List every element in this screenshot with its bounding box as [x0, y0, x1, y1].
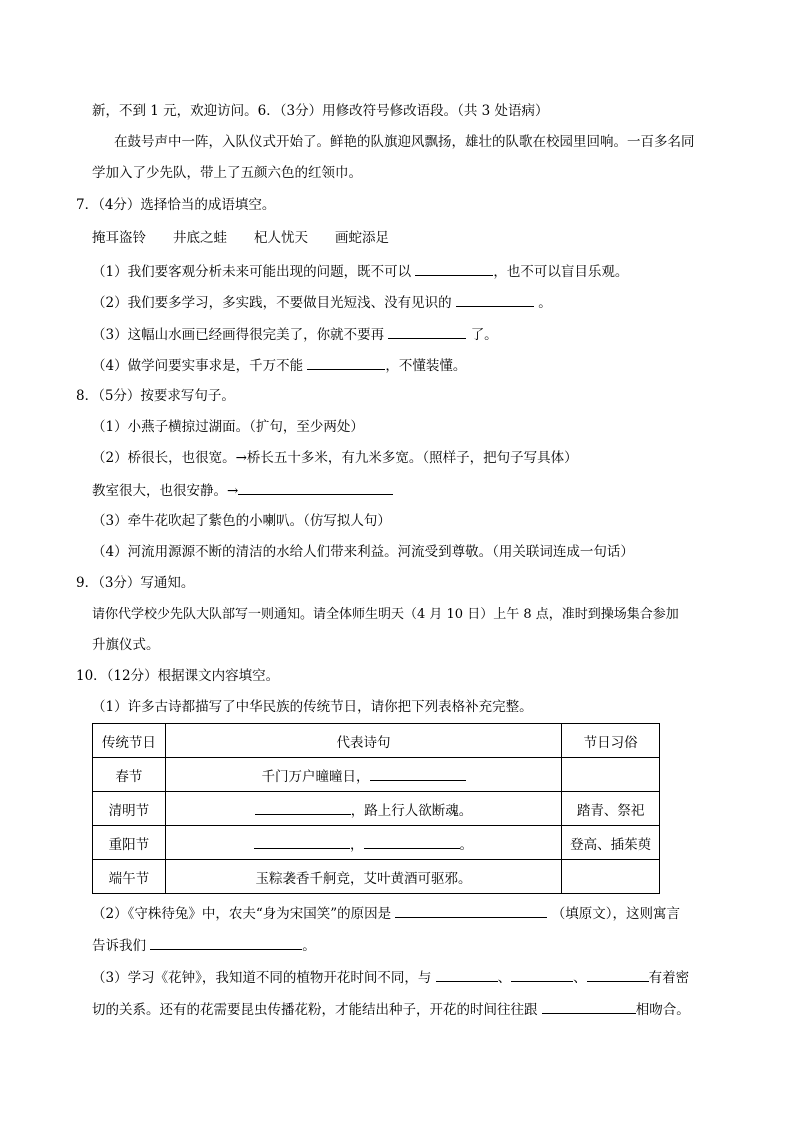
- custom-cell: 踏青、祭祀: [562, 792, 660, 826]
- poem-cell: [165, 792, 561, 826]
- q7-item2: [92, 292, 552, 313]
- q8-heading: 8．（5分）按要求写句子。: [76, 388, 235, 404]
- q7-heading: 7．（4分）选择恰当的成语填空。: [76, 197, 276, 213]
- answer-blank[interactable]: [542, 999, 636, 1014]
- q10-item2-text-c: 告诉我们: [92, 938, 146, 954]
- answer-blank[interactable]: [364, 834, 460, 849]
- q9-heading: 9．（3分）写通知。: [76, 575, 195, 591]
- answer-blank[interactable]: [415, 261, 493, 276]
- q7-item3-text-b: 了。: [470, 327, 498, 343]
- q10-item2-line2: [92, 935, 316, 956]
- answer-blank[interactable]: [587, 967, 649, 982]
- q10-item1: （1）许多古诗都描写了中华民族的传统节日，请你把下列表格补充完整。: [92, 699, 533, 715]
- poem-text: ，路上行人欲断魂。: [350, 802, 473, 819]
- q8-item2-exercise-text: 教室很大，也很安静。→: [92, 483, 239, 499]
- table-header-cell: 传统节日: [93, 724, 166, 758]
- festival-cell: 端午节: [93, 860, 166, 894]
- table-row: [93, 826, 660, 860]
- answer-blank[interactable]: [388, 324, 466, 339]
- separator: 、: [497, 970, 512, 986]
- q10-item3-text-d: 相吻合。: [635, 1002, 690, 1018]
- q8-item4: （4）河流用源源不断的清洁的水给人们带来利益。河流受到尊敬。（用关联词连成一句话）: [92, 544, 634, 560]
- q7-idiom-list: 掩耳盗铃 井底之蛙 杞人忧天 画蛇添足: [92, 230, 389, 246]
- festival-cell: 清明节: [93, 792, 166, 826]
- q7-item4-text-a: （4）做学问要实事求是，千万不能: [92, 358, 304, 374]
- table-header-row: [93, 724, 660, 758]
- table-row: [93, 758, 660, 792]
- q8-item2: （2）桥很长，也很宽。→桥长五十多米，有九米多宽。（照样子，把句子写具体）: [92, 450, 578, 466]
- q7-item4-text-b: ，不懂装懂。: [385, 358, 467, 374]
- poem-text: ，: [350, 836, 364, 853]
- q8-item1: （1）小燕子横掠过湖面。（扩句，至少两处）: [92, 419, 364, 435]
- poem-text: 。: [459, 836, 473, 853]
- q7-item1-text-b: ，也不可以盲目乐观。: [493, 264, 629, 280]
- q10-item2-text-d: 。: [302, 938, 316, 954]
- q8-item3: （3）牵牛花吹起了紫色的小喇叭。（仿写拟人句）: [92, 513, 391, 529]
- q9-instruction-line2: 升旗仪式。: [92, 637, 160, 653]
- q10-item3-text-c: 切的关系。还有的花需要昆虫传播花粉，才能结出种子，开花的时间往往跟: [92, 1002, 538, 1018]
- answer-blank[interactable]: [254, 834, 350, 849]
- poem-cell: 玉粽袭香千舸竞，艾叶黄酒可驱邪。: [165, 860, 561, 894]
- answer-blank[interactable]: [436, 967, 498, 982]
- festival-cell: 重阳节: [93, 826, 166, 860]
- intro-line: 新，不到 1 元，欢迎访问。6．（3分）用修改符号修改语段。（共 3 处语病）: [92, 103, 549, 119]
- custom-cell[interactable]: [562, 860, 660, 894]
- table-row: [93, 860, 660, 894]
- answer-blank[interactable]: [238, 480, 393, 495]
- q10-item2-text-b: （填原文），这则寓言: [551, 906, 680, 922]
- q10-item2-line1: [92, 903, 680, 924]
- custom-cell[interactable]: [562, 758, 660, 792]
- answer-blank[interactable]: [307, 355, 385, 370]
- q6-passage-line2: 学加入了少先队，带上了五颜六色的红领巾。: [92, 165, 362, 181]
- festival-table: [92, 723, 660, 894]
- q10-item3-line2: [92, 999, 690, 1020]
- poem-text: 千门万户曈曈日，: [261, 768, 370, 785]
- answer-blank[interactable]: [370, 766, 466, 781]
- table-row: [93, 792, 660, 826]
- q10-heading: 10．（12分）根据课文内容填空。: [76, 668, 280, 684]
- festival-cell: 春节: [93, 758, 166, 792]
- answer-blank[interactable]: [395, 903, 547, 918]
- table-header-cell: 代表诗句: [165, 724, 561, 758]
- q10-item3-text-b: 有着密: [648, 970, 690, 986]
- poem-cell: [165, 758, 561, 792]
- custom-cell: 登高、插茱萸: [562, 826, 660, 860]
- q6-passage-line1: 在鼓号声中一阵，入队仪式开始了。鲜艳的队旗迎风飘扬，雄壮的队歌在校园里回响。一百多名同: [114, 134, 695, 150]
- separator: 、: [573, 970, 587, 986]
- q7-item1-text-a: （1）我们要客观分析未来可能出现的问题，既不可以: [92, 264, 412, 280]
- q7-item2-text-b: 。: [538, 295, 552, 311]
- q8-item2-exercise: [92, 480, 393, 501]
- q9-instruction-line1: 请你代学校少先队大队部写一则通知。请全体师生明天（4 月 10 日）上午 8 点，准时到操场集合参加: [92, 607, 679, 622]
- q7-item1: [92, 261, 628, 282]
- q10-item3-line1: [92, 967, 689, 988]
- answer-blank[interactable]: [150, 935, 302, 950]
- answer-blank[interactable]: [511, 967, 573, 982]
- q7-item3-text-a: （3）这幅山水画已经画得很完美了，你就不要再: [92, 327, 385, 343]
- q7-item3: [92, 324, 498, 345]
- answer-blank[interactable]: [456, 292, 534, 307]
- table-header-cell: 节日习俗: [562, 724, 660, 758]
- q7-item2-text-a: （2）我们要多学习，多实践，不要做目光短浅、没有见识的: [92, 295, 452, 311]
- q10-item3-text-a: （3）学习《花钟》，我知道不同的植物开花时间不同，与: [92, 970, 432, 986]
- answer-blank[interactable]: [255, 800, 351, 815]
- q10-item2-text-a: （2）《守株待兔》中，农夫“身为宋国笑”的原因是: [92, 906, 392, 922]
- q7-item4: [92, 355, 466, 376]
- poem-cell: [165, 826, 561, 860]
